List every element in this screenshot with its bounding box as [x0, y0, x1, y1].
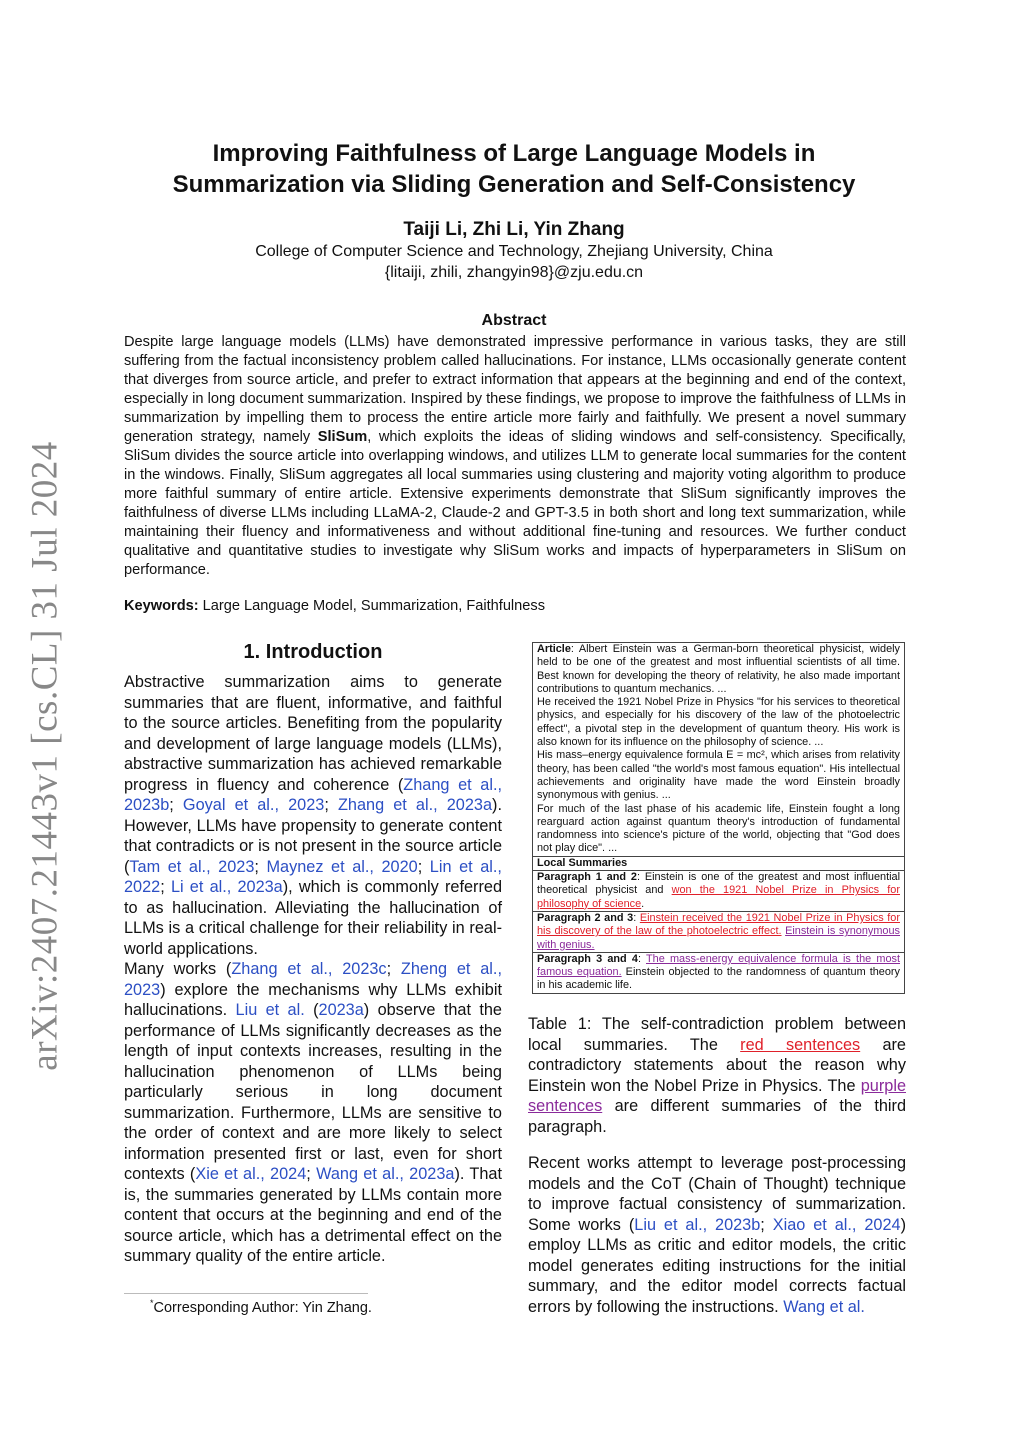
text-segment: are contradictory statements about the reason why Einstein won the Nobel Prize in Physics. The	[528, 1035, 906, 1095]
abstract-heading: Abstract	[481, 312, 547, 329]
keywords	[124, 598, 906, 614]
text-segment: For much of the last phase of his academic life, Einstein fought a long rearguard action against quantum theory's introduction of fundamental randomness into science's picture of the world, objecting that "God does not play dice". ...	[537, 802, 900, 855]
purple-sentence: Einstein is synonymous with genius.	[537, 925, 900, 951]
right-paragraph-1	[528, 1153, 906, 1317]
intro-paragraph-1	[124, 672, 502, 959]
intro-paragraph-2	[124, 959, 502, 1267]
footnote	[150, 1298, 372, 1316]
table-1	[532, 642, 905, 994]
text-segment: ) employ LLMs as critic and editor models, the critic model generates editing instructions for the initial summary, and the editor model corrects factual errors by following the instructions.	[528, 1215, 906, 1316]
red-sentence: won the 1921 Nobel Prize in Physics for philosophy of science	[537, 884, 900, 910]
text-segment: ;	[160, 878, 171, 896]
footnote-divider	[124, 1293, 368, 1294]
table-row-article	[533, 643, 904, 857]
paper-title	[100, 138, 928, 200]
bold-text: Local Summaries	[537, 856, 628, 869]
bold-text: Article	[537, 643, 571, 655]
bold-text: Paragraph 2 and 3	[537, 911, 634, 924]
title-line-2: Summarization via Sliding Generation and Self-Consistency	[172, 171, 856, 198]
text-segment: Abstractive summarization aims to generate summaries that are fluent, informative, and faithful to the source articles. Benefiting from the popularity and development of large language models (LLMs), abstractive summarization has achieved remarkable progress in fluency and coherence (	[124, 673, 502, 794]
title-line-1: Improving Faithfulness of Large Language Models in	[212, 140, 816, 167]
abstract-text	[124, 333, 906, 580]
left-column	[124, 672, 502, 1267]
red-sentence: red sentences	[740, 1035, 861, 1054]
citation-link[interactable]: Liu et al.	[235, 1001, 305, 1019]
citation-link[interactable]: Maynez et al., 2020	[266, 857, 418, 876]
text-segment: ;	[386, 960, 401, 978]
arxiv-stamp: arXiv:2407.21443v1 [cs.CL] 31 Jul 2024	[24, 441, 66, 1071]
section-heading-introduction: 1. Introduction	[243, 641, 383, 663]
citation-link[interactable]: Xie et al., 2024	[195, 1165, 307, 1183]
citation-link[interactable]: Tam et al., 2023	[129, 857, 255, 876]
purple-sentence: purple sentences	[528, 1076, 906, 1115]
footnote-text: Corresponding Author: Yin Zhang.	[153, 1299, 372, 1316]
citation-link[interactable]: Zhang et al., 2023c	[231, 960, 387, 978]
authors: Taiji Li, Zhi Li, Yin Zhang	[403, 219, 625, 240]
text-segment: Large Language Model, Summarization, Faithfulness	[198, 598, 546, 614]
text-segment: ;	[417, 857, 430, 876]
citation-link[interactable]: 2023a	[318, 1001, 364, 1019]
citation-link[interactable]: Liu et al., 2023b	[634, 1215, 761, 1234]
text-segment: ;	[324, 796, 338, 814]
affiliation: College of Computer Science and Technology, Zhejiang University, China	[255, 243, 773, 260]
text-segment: : Einstein is one of the greatest and most influential theoretical physicist and	[537, 871, 900, 897]
text-segment: Many works (	[124, 960, 232, 978]
text-segment: ). That is, the summaries generated by LLMs contain more content that occurs at the beginning and end of the source article, which has a detrimental effect on the summary quality of the entire article.	[124, 1165, 502, 1265]
text-segment: Recent works attempt to leverage post-processing models and the CoT (Chain of Thought) technique to improve factual consistency of summarization. Some works (	[528, 1154, 906, 1234]
text-segment: ), which is commonly referred to as hallucination. Alleviating the hallucination of LLMs is a critical challenge for their reliability in real-world applications.	[124, 878, 502, 958]
text-segment: Einstein objected to the randomness of quantum theory in his academic life.	[537, 966, 900, 992]
text-segment: He received the 1921 Nobel Prize in Physics "for his services to theoretical physics, and especially for his discovery of the law of the photoelectric effect", a pivotal step in the development of quantum theory. His work is also known for its influence on the philosophy of science. ...	[537, 696, 900, 749]
bold-text: Paragraph 3 and 4	[537, 952, 638, 965]
text-segment: His mass–energy equivalence formula E = mc², which arises from relativity theory, has been called "the world's most famous equation". His intellectual achievements and originality have made the word Einstein broadly synonymous with genius. ...	[537, 749, 900, 802]
text-segment: ;	[760, 1215, 773, 1234]
text-segment: , which exploits the ideas of sliding windows and self-consistency. Specifically, SliSum divides the source article into overlapping windows, and utilizes LLM to generate local summaries for the content in the windows. Finally, SliSum aggregates all local summaries using clustering and majority voting algorithm to produce more faithful summary of entire article. Extensive experiments demonstrate that SliSum significantly improves the faithfulness of diverse LLMs including LLaMA-2, Claude-2 and GPT-3.5 in both short and long text summarization, while maintaining their fluency and informativeness and without additional fine-tuning and resources. We further conduct qualitative and quantitative studies to investigate why SliSum works and impacts of hyperparameters in SliSum on performance.	[124, 429, 906, 578]
citation-link[interactable]: Li et al., 2023a	[170, 878, 283, 896]
table-row-paragraph-2-3	[533, 912, 904, 953]
text-segment: : Albert Einstein was a German-born theoretical physicist, widely held to be one of the greatest and most influential scientists of all time. Best known for developing the theory of relativity, he also made important contributions to quantum mechanics. ...	[537, 643, 900, 695]
citation-link[interactable]: Zhang et al., 2023b	[124, 775, 502, 814]
purple-sentence: The mass-energy equivalence formula is the most famous equation.	[537, 952, 901, 979]
table-row-paragraph-3-4	[533, 953, 904, 993]
text-segment: ) explore the mechanisms why LLMs exhibit hallucinations.	[124, 980, 502, 1019]
citation-link[interactable]: Wang et al.	[783, 1297, 865, 1316]
citation-link[interactable]: Xiao et al., 2024	[772, 1215, 901, 1234]
text-segment: ;	[169, 796, 183, 814]
table-row-paragraph-1-2	[533, 871, 904, 912]
text-segment: ;	[306, 1165, 317, 1183]
citation-link[interactable]: Lin et al., 2022	[124, 857, 502, 896]
email: {litaiji, zhili, zhangyin98}@zju.edu.cn	[384, 264, 644, 281]
footnote-mark: *	[150, 1298, 154, 1308]
text-segment: :	[637, 952, 647, 965]
text-segment: Table 1: The self-contradiction problem between local summaries. The	[528, 1015, 906, 1054]
text-segment: ) observe that the performance of LLMs significantly decreases as the length of input contexts increases, resulting in the hallucination phenomenon of LLMs being particularly serious in long document summarization. Furthermore, LLMs are sensitive to the order of context and are more likely to select information presented first or last, even for short contexts (	[124, 1001, 502, 1183]
bold-text: SliSum	[317, 429, 368, 445]
text-segment: (	[304, 1001, 319, 1019]
bold-text: Paragraph 1 and 2	[537, 871, 637, 884]
red-sentence: Einstein received the 1921 Nobel Prize in Physics for his discovery of the law of the photoelectric effect.	[537, 911, 900, 938]
citation-link[interactable]: Wang et al., 2023a	[316, 1165, 455, 1183]
table-caption	[528, 1014, 906, 1137]
citation-link[interactable]: Zheng et al., 2023	[124, 960, 502, 999]
text-segment: ;	[254, 857, 267, 876]
citation-link[interactable]: Goyal et al., 2023	[182, 796, 325, 814]
text-segment: Despite large language models (LLMs) have demonstrated impressive performance in various tasks, they are still suffering from the factual inconsistency problem called hallucinations. For instance, LLMs occasionally generate content that diverges from source article, and prefer to extract information that appears at the beginning and end of the context, especially in long document summarization. Inspired by these findings, we propose to improve the faithfulness of LLMs in summarization by impelling them to process the entire article more fairly and faithfully. We present a novel summary generation strategy, namely	[124, 334, 906, 445]
text-segment: ). However, LLMs have propensity to generate content that contradicts or is not present in the source article (	[124, 796, 502, 876]
text-segment: .	[641, 897, 645, 910]
text-segment: are different summaries of the third paragraph.	[528, 1097, 906, 1136]
text-segment: :	[633, 911, 640, 924]
bold-text: Keywords:	[124, 598, 199, 614]
table-row-local-summaries-header	[533, 857, 904, 871]
citation-link[interactable]: Zhang et al., 2023a	[337, 796, 493, 814]
